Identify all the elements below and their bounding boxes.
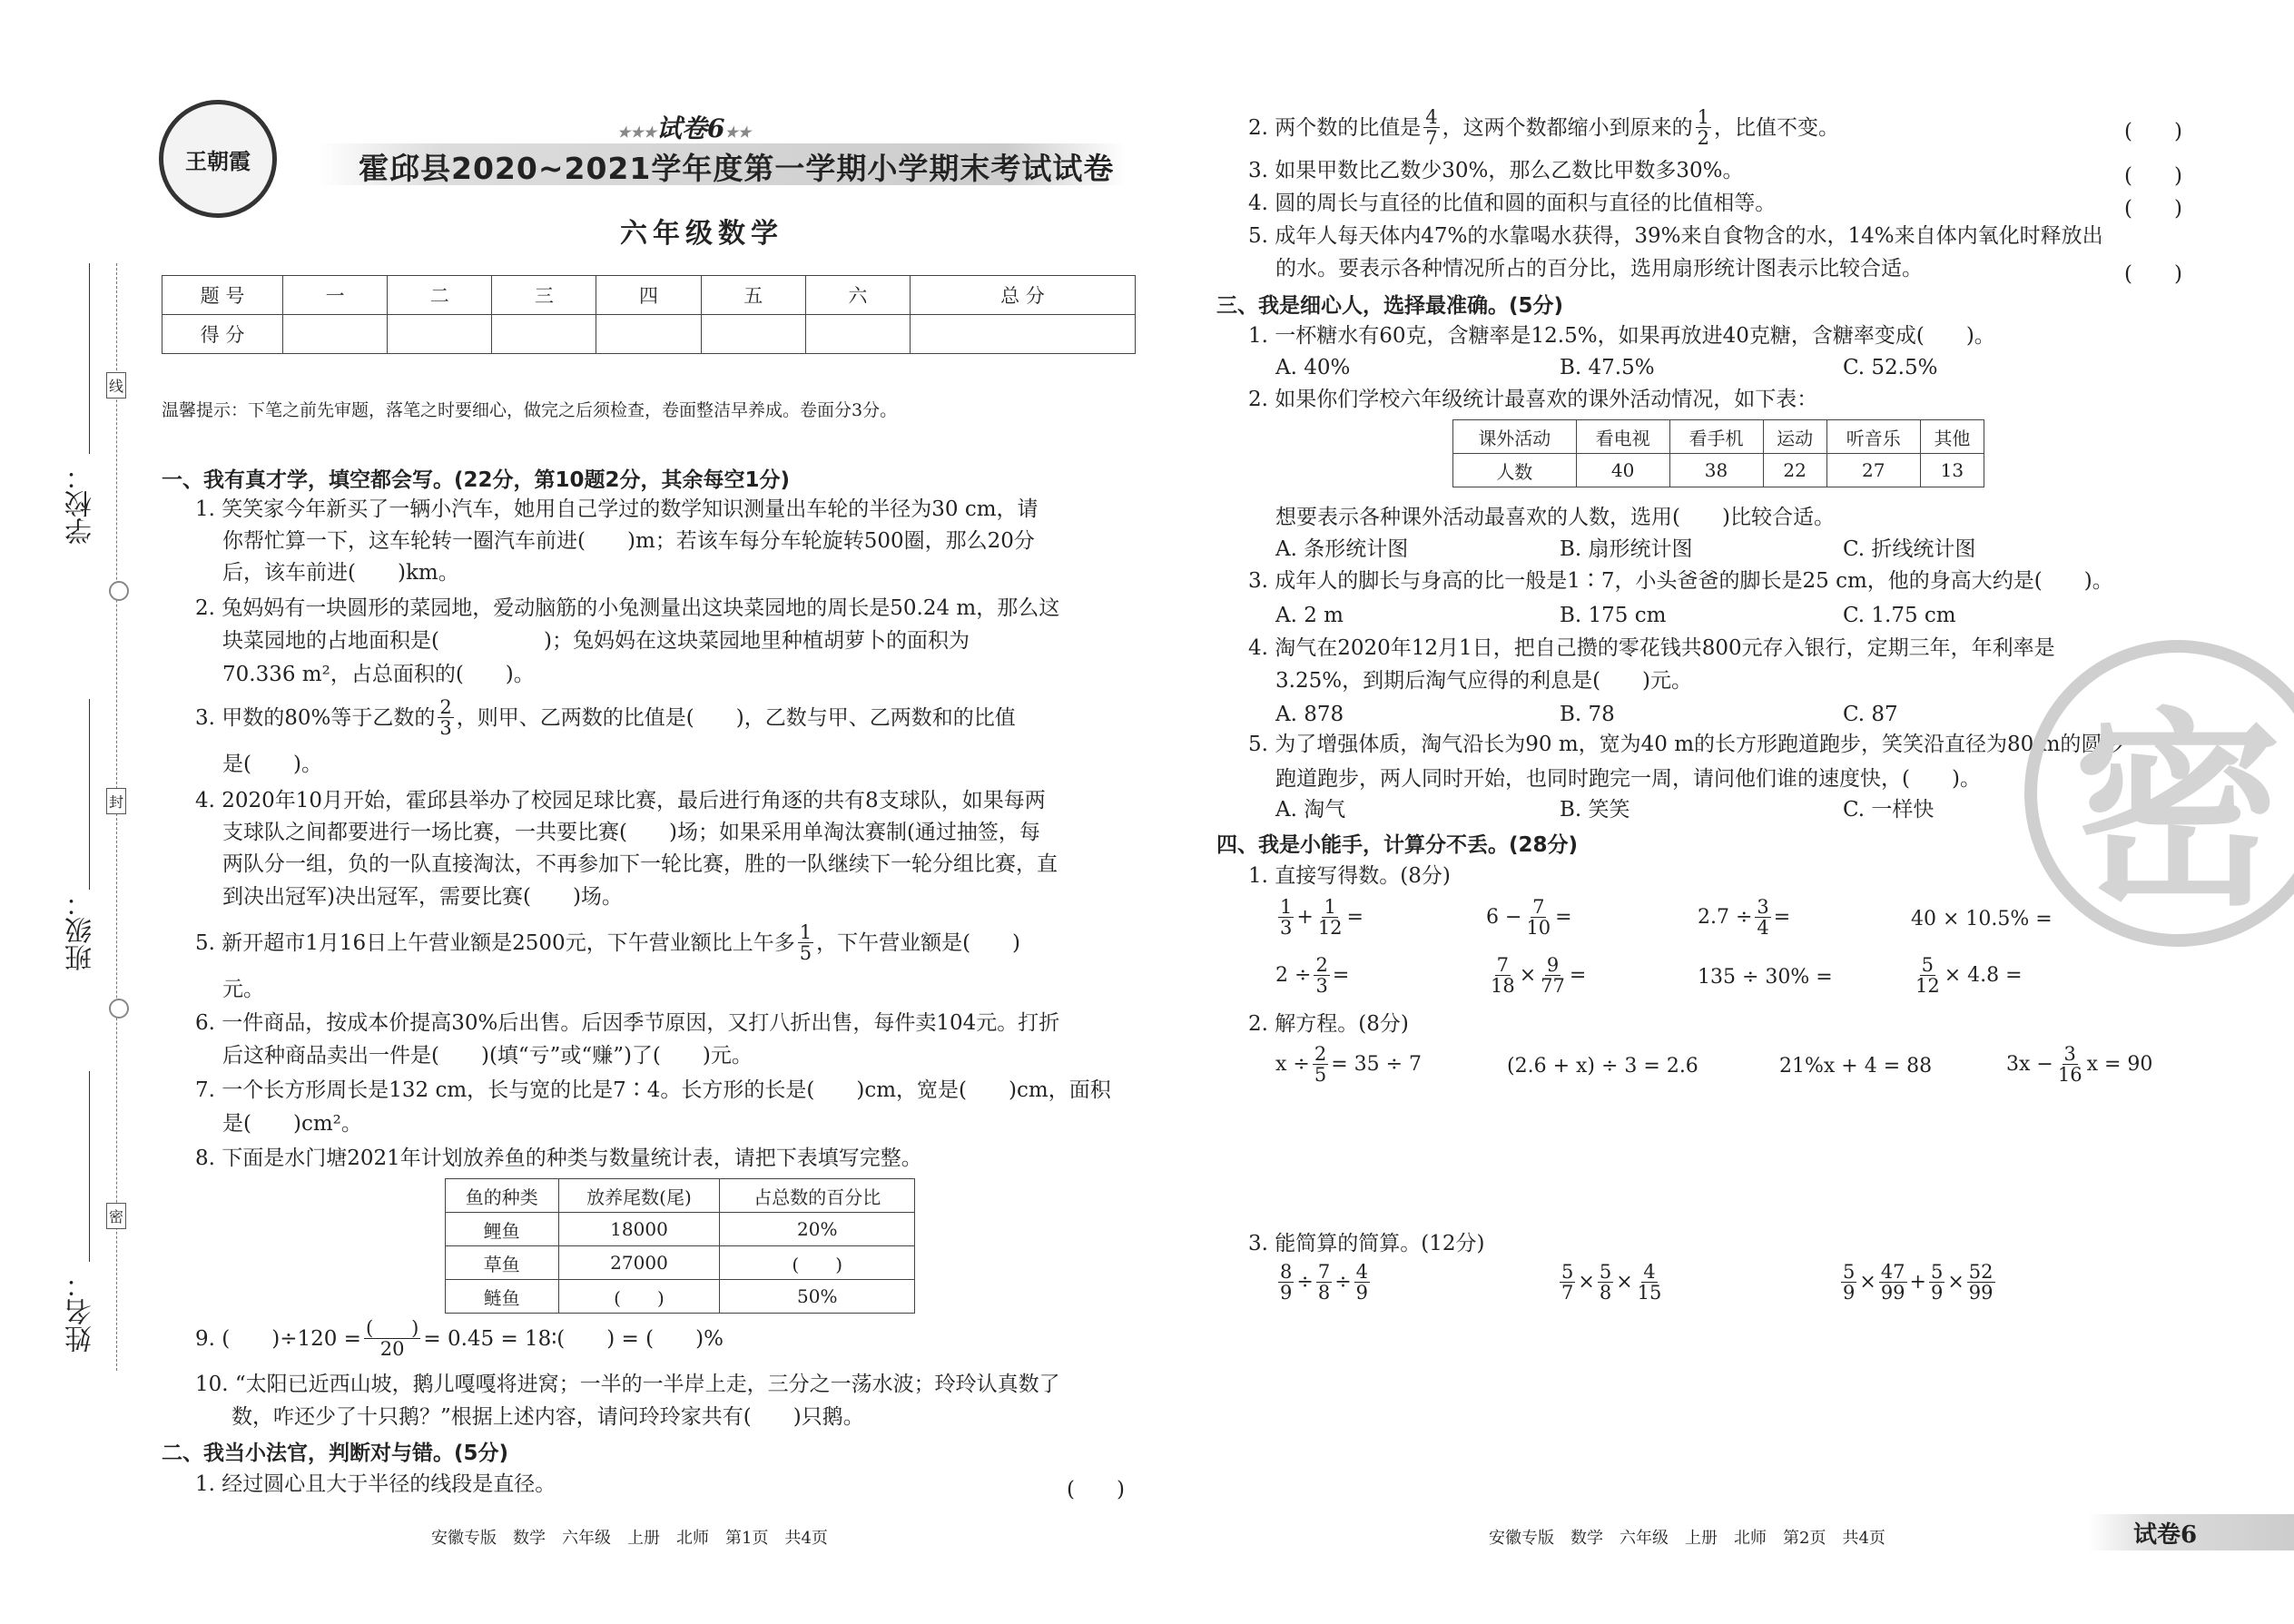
calc-2: 6 − $\frac{7}{10}$ = (1486, 896, 1572, 940)
answer-paren[interactable]: ( ) (1067, 1478, 1125, 1501)
simplify-1: $\frac{8}{9}$ ÷ $\frac{7}{8}$ ÷ $\frac{4}{9}$ (1280, 1261, 1368, 1304)
score-header: 题 号 (162, 276, 283, 315)
logo-text: 王朝霞 (185, 147, 251, 174)
equation-2: (2.6 + x) ÷ 3 = 2.6 (1507, 1055, 1698, 1078)
s4-sub3: 3. 能简算的简算。(12分) (1248, 1232, 1485, 1255)
s3-q5-option-c[interactable]: C. 一样快 (1843, 798, 1935, 822)
class-label: 班级： (65, 890, 97, 971)
score-cell[interactable] (805, 315, 910, 354)
fish-cell: 27000 (558, 1246, 720, 1280)
s2-q2: 2. 两个数的比值是 $\frac{4}{7}$ ，这两个数都缩小到原来的 $\frac{1}{2}$ ，比值不变。 (1248, 106, 1840, 150)
fish-cell: 20% (720, 1213, 915, 1246)
binding-mark-line: 线 (106, 372, 126, 399)
s1-q3-line1: 3. 甲数的80%等于乙数的 $\frac{2}{3}$ ，则甲、乙两数的比值是( )，乙数与甲、乙两数和的比值 (195, 696, 1016, 740)
answer-paren[interactable]: ( ) (2124, 164, 2182, 188)
activity-cell: 40 (1576, 454, 1669, 487)
s3-q2: 2. 如果你们学校六年级统计最喜欢的课外活动情况，如下表： (1248, 388, 1818, 411)
exam-title: 霍邱县2020~2021学年度第一学期小学期末考试试卷 (359, 151, 1115, 186)
tip: 温馨提示：下笔之前先审题，落笔之时要细心，做完之后须检查，卷面整洁早养成。卷面分3分。 (162, 400, 898, 420)
s3-q5-line2: 跑道跑步，两人同时开始，也同时跑完一周，请问他们谁的速度快，( )。 (1275, 767, 1981, 791)
section-1-title: 一、我有真才学，填空都会写。(22分，第10题2分，其余每空1分) (162, 468, 791, 492)
s3-q4-line2: 3.25%，到期后淘气应得的利息是( )元。 (1275, 669, 1693, 693)
s1-q3-line2: 是( )。 (222, 753, 322, 776)
fish-cell[interactable]: ( ) (720, 1246, 915, 1280)
activity-header: 看手机 (1669, 420, 1763, 454)
footer-badge: 试卷6 (2088, 1514, 2294, 1550)
s1-q4-line3: 两队分一组，负的一队直接淘汰，不再参加下一轮比赛，胜的一队继续下一轮分组比赛，直 (222, 852, 1058, 876)
s1-q10-line1: 10. “太阳已近西山坡，鹅儿嘎嘎将进窝；一半的一半岸上走，三分之一荡水波；玲玲认真数了 (195, 1373, 1060, 1396)
binding-mark-secret: 密 (106, 1203, 126, 1229)
fish-cell: 草鱼 (446, 1246, 559, 1280)
fish-table (445, 1178, 915, 1314)
activity-header: 其他 (1920, 420, 1984, 454)
s1-q7-line1: 7. 一个长方形周长是132 cm，长与宽的比是7∶4。长方形的长是( )cm，宽是( )cm，面积 (195, 1078, 1111, 1102)
s2-q1: 1. 经过圆心且大于半径的线段是直径。 (195, 1472, 556, 1496)
footer-left: 安徽专版 数学 六年级 上册 北师 第1页 共4页 (431, 1529, 828, 1548)
footer-right: 安徽专版 数学 六年级 上册 北师 第2页 共4页 (1489, 1529, 1885, 1548)
s3-q5-option-a[interactable]: A. 淘气 (1275, 798, 1346, 822)
section-4-title: 四、我是小能手，计算分不丢。(28分) (1216, 833, 1579, 857)
equation-4: 3x − $\frac{3}{16}$ x = 90 (2006, 1043, 2153, 1087)
s3-q1-option-a[interactable]: A. 40% (1275, 356, 1351, 379)
s3-q2-option-c[interactable]: C. 折线统计图 (1843, 537, 1976, 561)
s3-q3-option-a[interactable]: A. 2 m (1275, 604, 1344, 627)
score-header: 四 (596, 276, 701, 315)
s3-q4-line1: 4. 淘气在2020年12月1日，把自己攒的零花钱共800元存入银行，定期三年，年利率是 (1248, 636, 2055, 660)
s3-q1: 1. 一杯糖水有60克，含糖率是12.5%，如果再放进40克糖，含糖率变成( )。 (1248, 324, 1995, 348)
s1-q2-line2: 块菜园地的占地面积是( )；兔妈妈在这块菜园地里种植胡萝卜的面积为 (222, 629, 970, 653)
s1-q4-line4: 到决出冠军)决出冠军，需要比赛( )场。 (222, 885, 623, 909)
section-2-title: 二、我当小法官，判断对与错。(5分) (162, 1442, 509, 1465)
s1-q6-line1: 6. 一件商品，按成本价提高30%后出售。后因季节原因，又打八折出售，每件卖104元。打折 (195, 1011, 1060, 1035)
school-label: 学校： (65, 463, 97, 545)
fraction: $\frac{1}{2}$ (1697, 106, 1710, 150)
s3-q2-option-a[interactable]: A. 条形统计图 (1275, 537, 1409, 561)
fish-cell: 18000 (558, 1213, 720, 1246)
s2-q4: 4. 圆的周长与直径的比值和圆的面积与直径的比值相等。 (1248, 192, 1777, 215)
s2-q3: 3. 如果甲数比乙数少30%，那么乙数比甲数多30%。 (1248, 159, 1744, 182)
fish-cell: 鲢鱼 (446, 1280, 559, 1314)
score-table (162, 275, 1136, 354)
fraction: $\frac{( )}{20}$ (365, 1317, 419, 1361)
fish-header: 占总数的百分比 (720, 1179, 915, 1213)
s3-q2-question: 想要表示各种课外活动最喜欢的人数，选用( )比较合适。 (1275, 506, 1835, 529)
answer-paren[interactable]: ( ) (2124, 262, 2182, 286)
s3-q3-option-c[interactable]: C. 1.75 cm (1843, 604, 1956, 627)
school-blank (89, 263, 90, 454)
fish-cell[interactable]: ( ) (558, 1280, 720, 1314)
s3-q5-option-b[interactable]: B. 笑笑 (1560, 798, 1630, 822)
binding-mark-seal: 封 (106, 788, 126, 814)
activity-cell: 38 (1669, 454, 1763, 487)
fraction: $\frac{1}{5}$ (799, 921, 812, 965)
s1-q4-line2: 支球队之间都要进行一场比赛，一共要比赛( )场；如果采用单淘汰赛制(通过抽签，每 (222, 821, 1040, 844)
calc-4: 40 × 10.5% = (1911, 908, 2053, 930)
fraction: $\frac{4}{7}$ (1425, 106, 1438, 150)
s4-sub2: 2. 解方程。(8分) (1248, 1012, 1409, 1036)
score-header: 总 分 (910, 276, 1135, 315)
section-3-title: 三、我是细心人，选择最准确。(5分) (1216, 294, 1564, 318)
score-cell[interactable] (910, 315, 1135, 354)
s4-sub1: 1. 直接写得数。(8分) (1248, 864, 1451, 888)
margin-ornament-icon (109, 999, 129, 1019)
s1-q2-line3: 70.336 m²，占总面积的( )。 (222, 663, 535, 686)
s1-q8: 8. 下面是水门塘2021年计划放养鱼的种类与数量统计表，请把下表填写完整。 (195, 1147, 922, 1170)
s1-q7-line2: 是( )cm²。 (222, 1112, 362, 1136)
calc-6: $\frac{7}{18}$ × $\frac{9}{77}$ = (1491, 954, 1587, 998)
series-label: ★★★试卷6★★ (617, 113, 752, 143)
s3-q1-option-b[interactable]: B. 47.5% (1560, 356, 1655, 379)
score-cell[interactable] (492, 315, 596, 354)
class-blank (89, 699, 90, 890)
s1-q5-line1: 5. 新开超市1月16日上午营业额是2500元，下午营业额比上午多 $\frac{1}{5}$ ，下午营业额是( ) (195, 921, 1021, 965)
calc-8: $\frac{5}{12}$ × 4.8 = (1915, 954, 2023, 998)
secret-stamp-icon: 密 (2024, 640, 2294, 947)
s1-q10-line2: 数，咋还少了十只鹅？”根据上述内容，请问玲玲家共有( )只鹅。 (231, 1405, 864, 1429)
logo (159, 100, 277, 218)
subject-title: 六年级数学 (620, 218, 783, 250)
s1-q6-line2: 后这种商品卖出一件是( )(填“亏”或“赚”)了( )元。 (222, 1044, 753, 1068)
activity-cell: 27 (1826, 454, 1920, 487)
answer-paren[interactable]: ( ) (2124, 197, 2182, 221)
s2-q5-line1: 5. 成年人每天体内47%的水靠喝水获得，39%来自食物含的水，14%来自体内氧化时释放出 (1248, 224, 2103, 248)
score-cell[interactable] (388, 315, 492, 354)
activity-header: 课外活动 (1453, 420, 1577, 454)
s3-q4-option-c[interactable]: C. 87 (1843, 703, 1898, 726)
fraction: $\frac{2}{3}$ (439, 696, 452, 740)
name-blank (89, 1071, 90, 1262)
score-row-label: 得 分 (162, 315, 283, 354)
fish-cell: 鲤鱼 (446, 1213, 559, 1246)
simplify-2: $\frac{5}{7}$ × $\frac{5}{8}$ × $\frac{4}{15}$ (1561, 1261, 1662, 1304)
activity-cell: 22 (1763, 454, 1826, 487)
s3-q3-option-b[interactable]: B. 175 cm (1560, 604, 1667, 627)
calc-1: $\frac{1}{3}$ + $\frac{1}{12}$ = (1280, 896, 1364, 940)
activity-table (1452, 419, 1984, 487)
s3-q1-option-c[interactable]: C. 52.5% (1843, 356, 1938, 379)
fish-cell: 50% (720, 1280, 915, 1314)
s2-q5-line2: 的水。要表示各种情况所占的百分比，选用扇形统计图表示比较合适。 (1275, 257, 1923, 281)
score-header: 六 (805, 276, 910, 315)
s3-q4-option-a[interactable]: A. 878 (1275, 703, 1344, 726)
activity-row-label: 人数 (1453, 454, 1577, 487)
s1-q1-line1: 1. 笑笑家今年新买了一辆小汽车，她用自己学过的数学知识测量出车轮的半径为30 cm，请 (195, 497, 1039, 521)
fish-header: 鱼的种类 (446, 1179, 559, 1213)
margin-ornament-icon (109, 581, 129, 601)
score-cell[interactable] (283, 315, 388, 354)
score-cell[interactable] (596, 315, 701, 354)
s1-q1-line2: 你帮忙算一下，这车轮转一圈汽车前进( )m；若该车每分车轮旋转500圈，那么20分 (222, 529, 1035, 553)
activity-cell: 13 (1920, 454, 1984, 487)
score-header: 五 (701, 276, 805, 315)
s1-q2-line1: 2. 兔妈妈有一块圆形的菜园地，爱动脑筋的小兔测量出这块菜园地的周长是50.24 m，那么这 (195, 596, 1060, 620)
equation-1: x ÷ $\frac{2}{5}$ = 35 ÷ 7 (1275, 1043, 1423, 1087)
s1-q1-line3: 后，该车前进( )km。 (222, 561, 459, 585)
equation-3: 21%x + 4 = 88 (1779, 1055, 1933, 1078)
s1-q9: 9. ( )÷120 = $\frac{( )}{20}$ = 0.45 = 18∶( ) = ( )% (195, 1317, 724, 1361)
name-label: 姓名： (65, 1271, 97, 1353)
calc-7: 135 ÷ 30% = (1698, 966, 1833, 989)
activity-header: 听音乐 (1826, 420, 1920, 454)
fish-header: 放养尾数(尾) (558, 1179, 720, 1213)
activity-header: 运动 (1763, 420, 1826, 454)
s1-q5-line2: 元。 (222, 978, 264, 1001)
s3-q2-option-b[interactable]: B. 扇形统计图 (1560, 537, 1693, 561)
s3-q5-line1: 5. 为了增强体质，淘气沿长为90 m，宽为40 m的长方形跑道跑步，笑笑沿直径为80 m的圆形 (1248, 733, 2123, 756)
score-header: 一 (283, 276, 388, 315)
score-header: 三 (492, 276, 596, 315)
score-header: 二 (388, 276, 492, 315)
score-cell[interactable] (701, 315, 805, 354)
s3-q3: 3. 成年人的脚长与身高的比一般是1∶7，小头爸爸的脚长是25 cm，他的身高大约是( )。 (1248, 569, 2113, 593)
simplify-3: $\frac{5}{9}$ × $\frac{47}{99}$ + $\frac{5}{9}$ × $\frac{52}{99}$ (1843, 1261, 1994, 1304)
activity-header: 看电视 (1576, 420, 1669, 454)
answer-paren[interactable]: ( ) (2124, 120, 2182, 143)
calc-5: 2 ÷ $\frac{2}{3}$ = (1275, 954, 1350, 998)
s1-q4-line1: 4. 2020年10月开始，霍邱县举办了校园足球比赛，最后进行角逐的共有8支球队，如果每两 (195, 789, 1046, 812)
calc-3: 2.7 ÷ $\frac{3}{4}$ = (1698, 896, 1791, 940)
s3-q4-option-b[interactable]: B. 78 (1560, 703, 1615, 726)
